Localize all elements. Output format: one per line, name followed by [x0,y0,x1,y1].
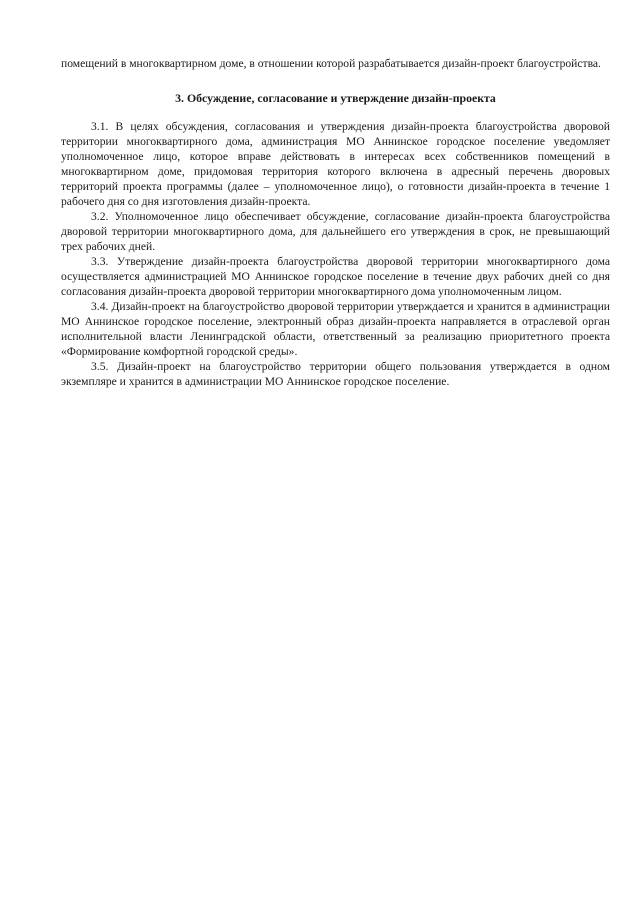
paragraph-3-3: 3.3. Утверждение дизайн-проекта благоустройства дворовой территории многоквартирного дома осуществляется администрацией МО Аннинское городское поселение в течение двух рабочих дней со дня согласования дизайн-проекта дворовой территории многоквартирного дома уполномоченным лицом. [61,255,610,298]
section-heading: 3. Обсуждение, согласование и утверждение дизайн-проекта [175,91,496,105]
paragraph-3-5: 3.5. Дизайн-проект на благоустройство территории общего пользования утверждается в одном экземпляре и хранится в администрации МО Аннинское городское поселение. [61,360,610,388]
intro-fragment: помещений в многоквартирном доме, в отношении которой разрабатывается дизайн-проект благоустройства. [61,57,601,70]
paragraph-3-4: 3.4. Дизайн-проект на благоустройство дворовой территории утверждается и хранится в администрации МО Аннинское городское поселение, электронный образ дизайн-проекта направляется в отраслевой орган исполнительной власти Ленинградской области, ответственный за реализацию приоритетного проекта «Формирование комфортной городской среды». [61,300,610,358]
document-page [61,56,610,389]
paragraph-3-2: 3.2. Уполномоченное лицо обеспечивает обсуждение, согласование дизайн-проекта благоустройства дворовой территории многоквартирного дома, для дальнейшего его утверждения в срок, не превышающий трех рабочих дней. [61,210,610,253]
paragraph-3-1: 3.1. В целях обсуждения, согласования и утверждения дизайн-проекта благоустройства дворовой территории многоквартирного дома, администрация МО Аннинское городское поселение уведомляет уполномоченное лицо, которое вправе действовать в интересах всех собственников помещений в многоквартирном доме, придомовая территория которого включена в адресный перечень дворовых территорий проекта программы (далее – уполномоченное лицо), о готовности дизайн-проекта в течение 1 рабочего дня со дня изготовления дизайн-проекта. [61,120,610,208]
